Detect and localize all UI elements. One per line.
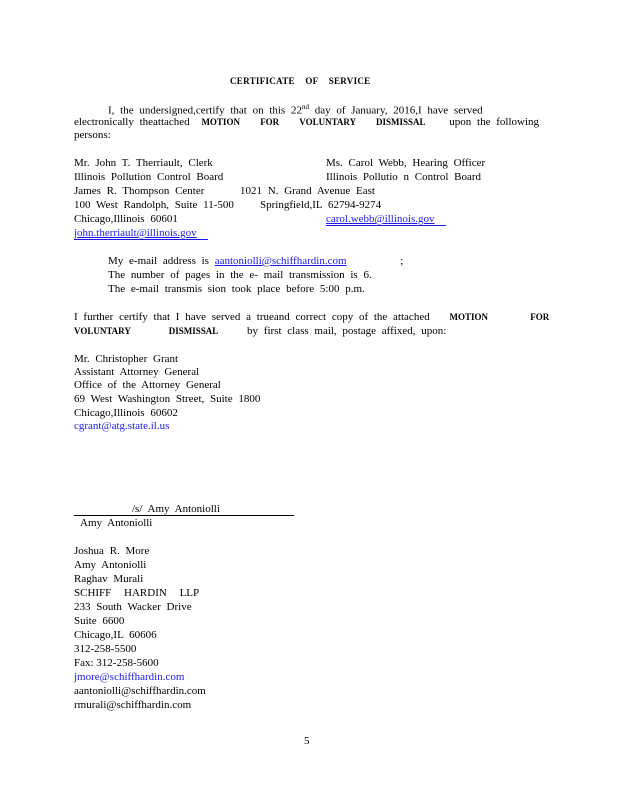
counsel-email-link[interactable]: jmore@schiffhardin.com xyxy=(74,671,185,683)
mail-recipient-name: Mr. Christopher Grant xyxy=(74,353,179,365)
recipient-right-name: Ms. Carol Webb, Hearing Officer xyxy=(326,157,486,169)
recipient-left-city: Chicago,Illinois 60601 xyxy=(74,213,178,225)
further-line-1: I further certify that I have served a trueand correct copy of the attached MOTION FOR xyxy=(74,311,550,323)
intro-line-2: electronically theattached MOTION FOR VOLUNTARY DISMISSAL upon the following xyxy=(74,116,540,128)
email-info-line-3: The e-mail transmis sion took place before 5:00 p.m. xyxy=(108,283,365,295)
counsel-line: Suite 6600 xyxy=(74,615,125,627)
signer-name: Amy Antoniolli xyxy=(80,517,153,529)
counsel-line: Joshua R. More xyxy=(74,545,150,557)
recipient-left-email-link[interactable]: john.therriault@illinois.gov xyxy=(74,227,197,239)
email-info-line-2: The number of pages in the e- mail transmission is 6. xyxy=(108,269,372,281)
counsel-line: Amy Antoniolli xyxy=(74,559,147,571)
counsel-line: Raghav Murali xyxy=(74,573,144,585)
recipient-right-street: 1021 N. Grand Avenue East xyxy=(240,185,375,197)
mail-recipient-street: 69 West Washington Street, Suite 1800 xyxy=(74,393,261,405)
recipient-left-org: Illinois Pollution Control Board xyxy=(74,171,224,183)
further-line-2: VOLUNTARY DISMISSAL by first class mail, postage affixed, upon: xyxy=(74,325,447,337)
mail-recipient-city: Chicago,Illinois 60602 xyxy=(74,407,178,419)
mail-recipient-title: Assistant Attorney General xyxy=(74,366,200,378)
page-title: CERTIFICATE OF SERVICE xyxy=(230,76,371,86)
counsel-email: aantoniolli@schiffhardin.com xyxy=(74,685,206,697)
email-info-line-1: My e-mail address is aantoniolli@schiffhardin.com ; xyxy=(108,255,404,267)
signature: /s/ Amy Antoniolli xyxy=(132,503,220,515)
recipient-left-street: 100 West Randolph, Suite 11-500 xyxy=(74,199,234,211)
sender-email-link[interactable]: aantoniolli@schiffhardin.com xyxy=(214,255,347,267)
counsel-line: Chicago,IL 60606 xyxy=(74,629,157,641)
counsel-line: 233 South Wacker Drive xyxy=(74,601,192,613)
intro-line-3: persons: xyxy=(74,129,111,141)
email-underline xyxy=(74,239,208,240)
recipient-right-org: Illinois Pollutio n Control Board xyxy=(326,171,482,183)
recipient-right-city: Springfield,IL 62794-9274 xyxy=(260,199,382,211)
intro-line-1: I, the undersigned,certify that on this 22nd day of January, 2016,I have served xyxy=(108,103,483,117)
recipient-left-name: Mr. John T. Therriault, Clerk xyxy=(74,157,213,169)
counsel-fax: Fax: 312-258-5600 xyxy=(74,657,159,669)
motion-title: MOTION FOR VOLUNTARY DISMISSAL xyxy=(201,117,426,127)
mail-recipient-office: Office of the Attorney General xyxy=(74,379,221,391)
counsel-phone: 312-258-5500 xyxy=(74,643,137,655)
recipient-right-email-link[interactable]: carol.webb@illinois.gov xyxy=(326,213,435,225)
counsel-email: rmurali@schiffhardin.com xyxy=(74,699,192,711)
page-number: 5 xyxy=(304,735,310,747)
counsel-firm: SCHIFF HARDIN LLP xyxy=(74,587,200,599)
mail-recipient-email-link[interactable]: cgrant@atg.state.il.us xyxy=(74,420,170,432)
email-underline xyxy=(326,225,446,226)
recipient-left-building: James R. Thompson Center xyxy=(74,185,205,197)
